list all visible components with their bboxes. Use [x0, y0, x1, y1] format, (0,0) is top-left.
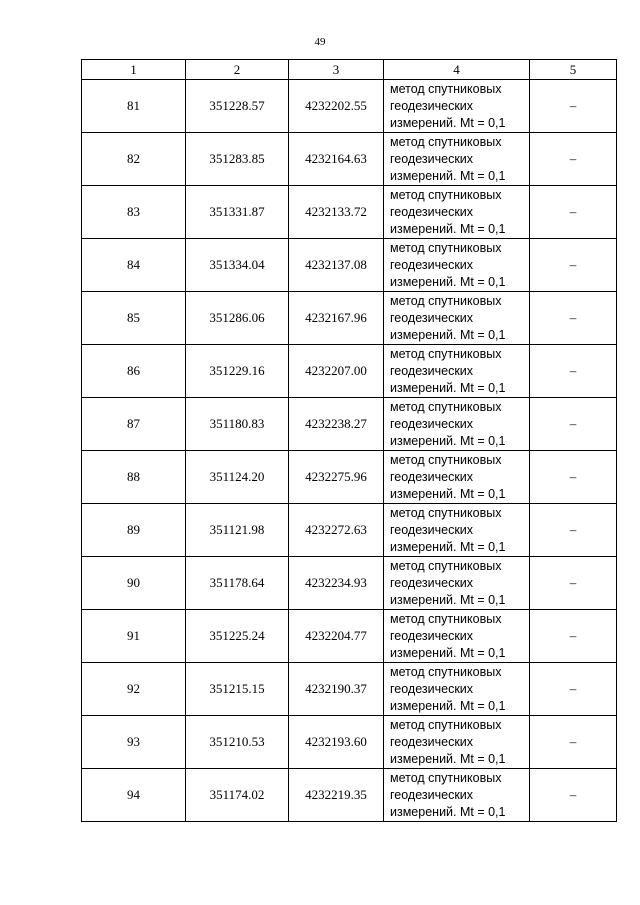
method-text-line: метод спутниковых: [390, 770, 502, 785]
point-number-cell: 89: [82, 504, 186, 557]
point-number-cell: 85: [82, 292, 186, 345]
method-cell: [384, 345, 530, 398]
x-coordinate-cell: 351283.85: [186, 133, 289, 186]
column-5-cell: –: [530, 769, 617, 822]
column-5-cell: –: [530, 80, 617, 133]
column-5-cell: –: [530, 557, 617, 610]
table-row: [82, 716, 617, 769]
column-5-cell: –: [530, 504, 617, 557]
method-text-line: метод спутниковых: [390, 611, 502, 626]
point-number-cell: 84: [82, 239, 186, 292]
method-cell: [384, 133, 530, 186]
point-number-cell: 94: [82, 769, 186, 822]
method-cell: [384, 398, 530, 451]
method-cell: [384, 239, 530, 292]
method-cell: [384, 716, 530, 769]
method-cell: [384, 663, 530, 716]
point-number-cell: 91: [82, 610, 186, 663]
point-number-cell: 87: [82, 398, 186, 451]
y-coordinate-cell: 4232133.72: [289, 186, 384, 239]
method-text-line: геодезических: [390, 681, 474, 696]
method-text-line: геодезических: [390, 522, 474, 537]
table-row: [82, 610, 617, 663]
point-number-cell: 83: [82, 186, 186, 239]
table-body: [82, 80, 617, 822]
method-text-line: измерений. Mt = 0,1: [390, 751, 506, 766]
column-5-cell: –: [530, 451, 617, 504]
column-5-cell: –: [530, 292, 617, 345]
table-row: [82, 186, 617, 239]
y-coordinate-cell: 4232193.60: [289, 716, 384, 769]
table-header: [82, 60, 617, 80]
point-number-cell: 93: [82, 716, 186, 769]
y-coordinate-cell: 4232202.55: [289, 80, 384, 133]
header-col-1: 1: [82, 60, 186, 80]
method-cell: [384, 80, 530, 133]
method-text-line: измерений. Mt = 0,1: [390, 486, 506, 501]
method-text-line: метод спутниковых: [390, 505, 502, 520]
table-row: [82, 292, 617, 345]
table-row: [82, 133, 617, 186]
table-row: [82, 80, 617, 133]
method-cell: [384, 557, 530, 610]
method-cell: [384, 186, 530, 239]
method-text-line: геодезических: [390, 416, 474, 431]
method-text-line: метод спутниковых: [390, 240, 502, 255]
x-coordinate-cell: 351178.64: [186, 557, 289, 610]
y-coordinate-cell: 4232207.00: [289, 345, 384, 398]
method-text-line: измерений. Mt = 0,1: [390, 539, 506, 554]
table-row: [82, 769, 617, 822]
method-text-line: измерений. Mt = 0,1: [390, 592, 506, 607]
method-text-line: метод спутниковых: [390, 558, 502, 573]
point-number-cell: 86: [82, 345, 186, 398]
method-text-line: геодезических: [390, 363, 474, 378]
coordinates-table: [81, 59, 617, 822]
method-text-line: измерений. Mt = 0,1: [390, 274, 506, 289]
method-text-line: метод спутниковых: [390, 399, 502, 414]
column-5-cell: –: [530, 663, 617, 716]
x-coordinate-cell: 351215.15: [186, 663, 289, 716]
table-row: [82, 504, 617, 557]
method-text-line: геодезических: [390, 734, 474, 749]
page-number: 49: [314, 36, 326, 48]
table-row: [82, 451, 617, 504]
y-coordinate-cell: 4232275.96: [289, 451, 384, 504]
method-text-line: метод спутниковых: [390, 452, 502, 467]
method-text-line: геодезических: [390, 310, 474, 325]
point-number-cell: 90: [82, 557, 186, 610]
point-number-cell: 88: [82, 451, 186, 504]
method-text-line: измерений. Mt = 0,1: [390, 804, 506, 819]
y-coordinate-cell: 4232164.63: [289, 133, 384, 186]
table-row: [82, 557, 617, 610]
method-text-line: геодезических: [390, 257, 474, 272]
x-coordinate-cell: 351286.06: [186, 292, 289, 345]
y-coordinate-cell: 4232167.96: [289, 292, 384, 345]
method-text-line: метод спутниковых: [390, 134, 502, 149]
header-col-3: 3: [289, 60, 384, 80]
y-coordinate-cell: 4232190.37: [289, 663, 384, 716]
method-cell: [384, 451, 530, 504]
column-5-cell: –: [530, 186, 617, 239]
method-text-line: геодезических: [390, 575, 474, 590]
table-row: [82, 345, 617, 398]
point-number-cell: 82: [82, 133, 186, 186]
method-text-line: метод спутниковых: [390, 293, 502, 308]
header-row: [82, 60, 617, 80]
y-coordinate-cell: 4232137.08: [289, 239, 384, 292]
y-coordinate-cell: 4232238.27: [289, 398, 384, 451]
method-text-line: геодезических: [390, 98, 474, 113]
method-text-line: измерений. Mt = 0,1: [390, 433, 506, 448]
table-row: [82, 398, 617, 451]
point-number-cell: 92: [82, 663, 186, 716]
table-row: [82, 663, 617, 716]
header-col-5: 5: [530, 60, 617, 80]
x-coordinate-cell: 351334.04: [186, 239, 289, 292]
method-text-line: измерений. Mt = 0,1: [390, 380, 506, 395]
y-coordinate-cell: 4232219.35: [289, 769, 384, 822]
header-col-4: 4: [384, 60, 530, 80]
x-coordinate-cell: 351225.24: [186, 610, 289, 663]
method-text-line: метод спутниковых: [390, 187, 502, 202]
method-text-line: геодезических: [390, 628, 474, 643]
y-coordinate-cell: 4232234.93: [289, 557, 384, 610]
method-text-line: метод спутниковых: [390, 717, 502, 732]
x-coordinate-cell: 351124.20: [186, 451, 289, 504]
method-cell: [384, 504, 530, 557]
header-col-2: 2: [186, 60, 289, 80]
point-number-cell: 81: [82, 80, 186, 133]
method-cell: [384, 610, 530, 663]
method-text-line: измерений. Mt = 0,1: [390, 168, 506, 183]
column-5-cell: –: [530, 610, 617, 663]
column-5-cell: –: [530, 133, 617, 186]
method-text-line: метод спутниковых: [390, 81, 502, 96]
method-text-line: измерений. Mt = 0,1: [390, 115, 506, 130]
column-5-cell: –: [530, 716, 617, 769]
method-text-line: измерений. Mt = 0,1: [390, 645, 506, 660]
method-text-line: метод спутниковых: [390, 664, 502, 679]
y-coordinate-cell: 4232272.63: [289, 504, 384, 557]
method-text-line: геодезических: [390, 204, 474, 219]
x-coordinate-cell: 351174.02: [186, 769, 289, 822]
x-coordinate-cell: 351229.16: [186, 345, 289, 398]
method-text-line: измерений. Mt = 0,1: [390, 221, 506, 236]
table-row: [82, 239, 617, 292]
method-text-line: геодезических: [390, 151, 474, 166]
x-coordinate-cell: 351210.53: [186, 716, 289, 769]
column-5-cell: –: [530, 345, 617, 398]
method-text-line: измерений. Mt = 0,1: [390, 327, 506, 342]
x-coordinate-cell: 351228.57: [186, 80, 289, 133]
x-coordinate-cell: 351180.83: [186, 398, 289, 451]
column-5-cell: –: [530, 398, 617, 451]
y-coordinate-cell: 4232204.77: [289, 610, 384, 663]
method-text-line: метод спутниковых: [390, 346, 502, 361]
method-text-line: геодезических: [390, 787, 474, 802]
method-text-line: измерений. Mt = 0,1: [390, 698, 506, 713]
method-cell: [384, 769, 530, 822]
method-text-line: геодезических: [390, 469, 474, 484]
method-cell: [384, 292, 530, 345]
x-coordinate-cell: 351121.98: [186, 504, 289, 557]
x-coordinate-cell: 351331.87: [186, 186, 289, 239]
column-5-cell: –: [530, 239, 617, 292]
